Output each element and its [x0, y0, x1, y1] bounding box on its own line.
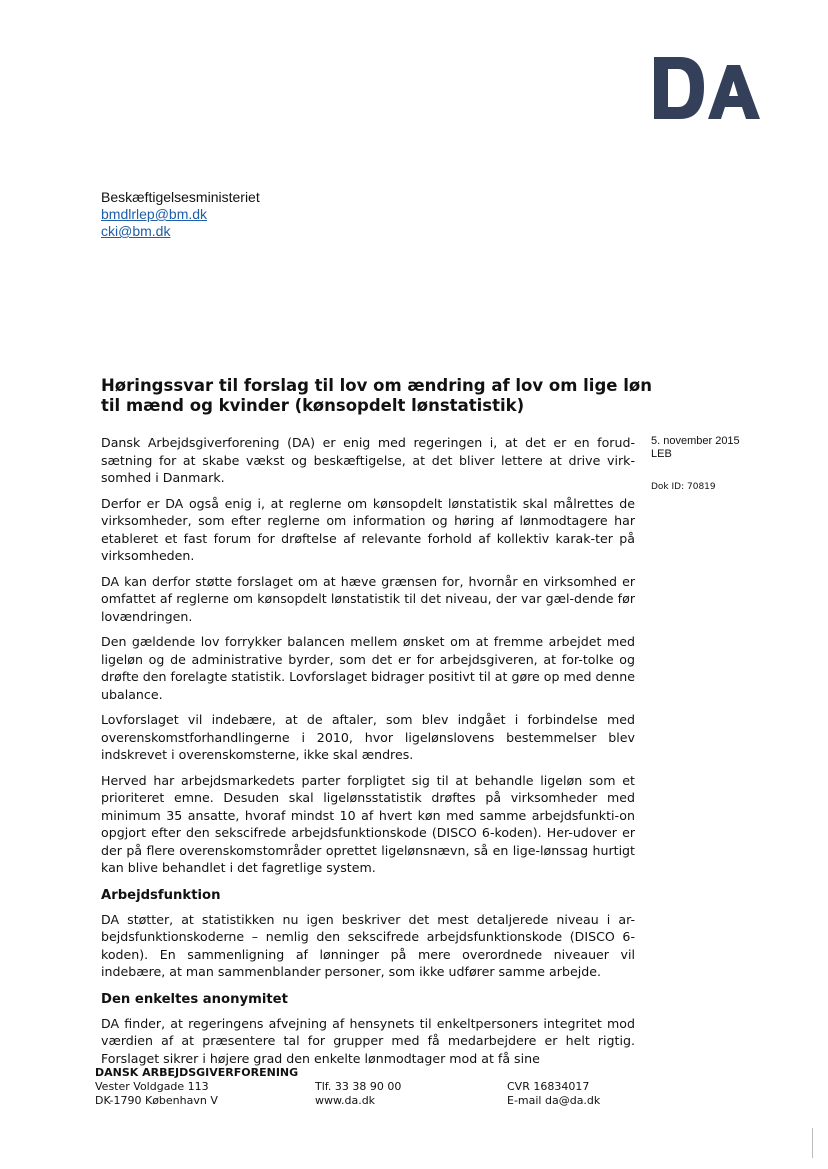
recipient-email-link[interactable]: cki@bm.dk	[101, 223, 171, 239]
body-paragraph: Dansk Arbejdsgiverforening (DA) er enig med regeringen i, at det er en forud-sætning for at skabe vækst og beskæftigelse, at det bliver lettere at drive virk-somhed i Danmark.	[101, 435, 635, 485]
author-initials: LEB	[651, 448, 672, 460]
footer-cvr: CVR 16834017	[507, 1080, 590, 1093]
footer-email[interactable]: E-mail da@da.dk	[507, 1094, 601, 1107]
document-meta	[651, 435, 781, 494]
recipient-name: Beskæftigelsesministeriet	[101, 189, 260, 205]
recipient-block	[101, 189, 260, 240]
document-title: Høringssvar til forslag til lov om ændring af lov om lige løn til mænd og kvinder (kønsopdelt lønstatistik)	[101, 376, 652, 415]
da-logo	[654, 57, 762, 119]
letterhead-footer	[95, 1066, 615, 1107]
footer-street: Vester Voldgade 113	[95, 1080, 209, 1093]
body-paragraph: DA kan derfor støtte forslaget om at hæve grænsen for, hvornår en virksomhed er omfattet af reglerne om kønsopdelt lønstatistik til det niveau, der var gæl-dende før lovændringen.	[101, 573, 635, 624]
recipient-email-link[interactable]: bmdlrlep@bm.dk	[101, 206, 208, 222]
scan-edge-line	[812, 1128, 813, 1158]
document-date: 5. november 2015	[651, 435, 740, 447]
document-id: Dok ID: 70819	[651, 482, 716, 492]
section-heading: Den enkeltes anonymitet	[101, 991, 288, 1007]
footer-city: DK-1790 København V	[95, 1094, 218, 1107]
body-paragraph: Den gældende lov forrykker balancen mellem ønsket om at fremme arbejdet med ligeløn og de administrative byrder, som det er for arbejdsgiveren, at for-tolke og drøfte den forelagte statistik. Lovforslaget bidrager positivt til at gøre op med denne ubalance.	[101, 634, 635, 702]
footer-address	[95, 1080, 218, 1108]
body-paragraph: Herved har arbejdsmarkedets parter forpligtet sig til at behandle ligeløn som et prioriteret emne. Desuden skal ligelønsstatistik drøftes på virksomheder med minimum 35 ansatte, hvoraf mindst 10 af hvert køn med samme arbejdsfunkti-on opgjort efter den sekscifrede arbejdsfunktionskode (DISCO 6-koden). Her-udover er der på flere overenskomstområder oprettet ligelønsnævn, så en lige-lønssag hurtigt kan blive behandlet i det fagretlige system.	[101, 772, 635, 875]
body-paragraph: Derfor er DA også enig i, at reglerne om kønsopdelt lønstatistik skal målrettes de virksomheder, som efter reglerne om information og høring af lønmodtagere har etableret et fast forum for drøftelse af relevante forhold af kollektiv karak-ter på virksomheden.	[101, 495, 635, 563]
footer-phone: Tlf. 33 38 90 00	[315, 1080, 402, 1093]
footer-organization: DANSK ARBEJDSGIVERFORENING	[95, 1066, 299, 1079]
footer-website[interactable]: www.da.dk	[315, 1094, 376, 1107]
body-paragraph: Lovforslaget vil indebære, at de aftaler, som blev indgået i forbindelse med overenskomstforhandlingerne i 2010, hvor ligelønslovens bestemmelser blev indskrevet i overenskomsterne, ikke skal ændres.	[101, 712, 635, 762]
body-paragraph: DA finder, at regeringens afvejning af hensynets til enkeltpersoners integritet mod værdien af at præsentere tal for grupper med få medarbejdere er helt rigtig. Forslaget sikrer i højere grad den enkelte lønmodtager mod at få sine	[101, 1015, 635, 1066]
body-paragraph: DA støtter, at statistikken nu igen beskriver det mest detaljerede niveau i ar-bejdsfunktionskoderne – nemlig den sekscifrede arbejdsfunktionskode (DISCO 6-koden). En sammenligning af lønninger på mere overordnede niveauer vil indebære, at man sammenblander personer, som ikke udfører samme arbejde.	[101, 911, 635, 979]
footer-registration	[507, 1080, 600, 1108]
section-heading: Arbejdsfunktion	[101, 887, 221, 903]
footer-contact	[315, 1080, 401, 1108]
document-body	[101, 434, 635, 1075]
